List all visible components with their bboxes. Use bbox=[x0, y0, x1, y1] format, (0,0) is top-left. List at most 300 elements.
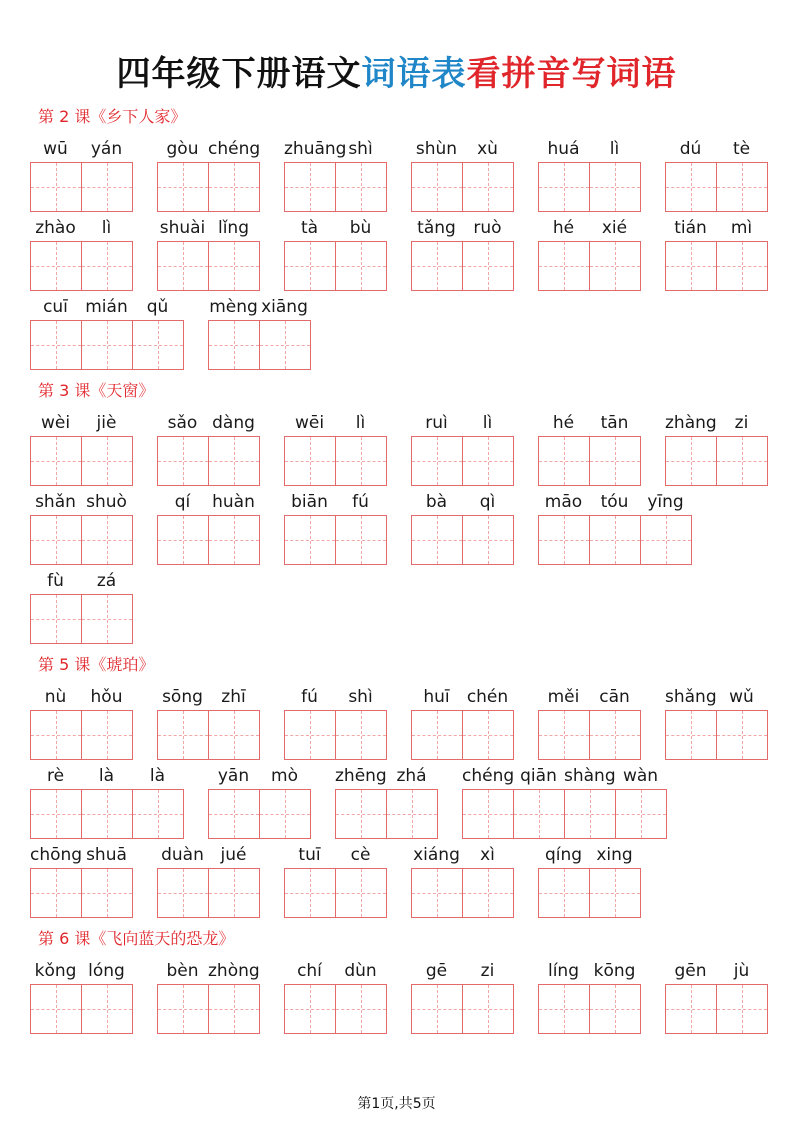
tianzige-cell[interactable] bbox=[412, 869, 463, 917]
writing-grid bbox=[284, 710, 387, 760]
writing-grid bbox=[157, 984, 260, 1034]
pinyin-syllable: cè bbox=[350, 845, 371, 865]
writing-grid bbox=[411, 515, 514, 565]
pinyin-syllable: mián bbox=[85, 297, 128, 317]
pinyin-syllable: yīng bbox=[647, 492, 684, 512]
pinyin-word bbox=[411, 685, 513, 709]
tianzige-cell[interactable] bbox=[285, 516, 336, 564]
tianzige-cell[interactable] bbox=[209, 985, 260, 1033]
pinyin-word bbox=[30, 137, 132, 161]
lesson-heading: 第 6 课《飞向蓝天的恐龙》 bbox=[38, 929, 235, 948]
tianzige-cell[interactable] bbox=[158, 516, 209, 564]
pinyin-word bbox=[157, 216, 259, 240]
pinyin-syllable: xing bbox=[596, 845, 633, 865]
writing-grid bbox=[30, 162, 133, 212]
pinyin-word bbox=[30, 685, 132, 709]
pinyin-word bbox=[284, 685, 386, 709]
tianzige-cell[interactable] bbox=[31, 242, 82, 290]
tianzige-cell[interactable] bbox=[209, 790, 260, 838]
pinyin-syllable: shuò bbox=[86, 492, 127, 512]
tianzige-cell[interactable] bbox=[463, 163, 514, 211]
writing-grid bbox=[157, 241, 260, 291]
tianzige-cell[interactable] bbox=[717, 437, 768, 485]
pinyin-syllable: xì bbox=[480, 845, 495, 865]
tianzige-cell[interactable] bbox=[82, 516, 133, 564]
tianzige-cell[interactable] bbox=[133, 790, 184, 838]
pinyin-syllable: wàn bbox=[622, 766, 659, 786]
writing-grid bbox=[538, 162, 641, 212]
tianzige-cell[interactable] bbox=[463, 790, 514, 838]
pinyin-word bbox=[30, 764, 183, 788]
pinyin-syllable: wèi bbox=[40, 413, 71, 433]
writing-grid bbox=[284, 162, 387, 212]
pinyin-word bbox=[538, 959, 640, 983]
pinyin-syllable: chí bbox=[297, 961, 322, 981]
writing-grid bbox=[284, 515, 387, 565]
writing-grid bbox=[411, 241, 514, 291]
writing-grid bbox=[157, 436, 260, 486]
tianzige-cell[interactable] bbox=[158, 437, 209, 485]
tianzige-cell[interactable] bbox=[463, 711, 514, 759]
tianzige-cell[interactable] bbox=[412, 516, 463, 564]
pinyin-syllable: zhàng bbox=[665, 413, 717, 433]
pinyin-syllable: māo bbox=[544, 492, 583, 512]
pinyin-word bbox=[411, 137, 513, 161]
pinyin-syllable: zhá bbox=[396, 766, 427, 786]
tianzige-cell[interactable] bbox=[590, 985, 641, 1033]
tianzige-cell[interactable] bbox=[336, 790, 387, 838]
tianzige-cell[interactable] bbox=[666, 163, 717, 211]
tianzige-cell[interactable] bbox=[82, 163, 133, 211]
writing-grid bbox=[284, 436, 387, 486]
tianzige-cell[interactable] bbox=[641, 516, 692, 564]
pinyin-word bbox=[284, 490, 386, 514]
writing-grid bbox=[30, 710, 133, 760]
title-part-wordlist: 词语表 bbox=[361, 54, 467, 94]
writing-grid bbox=[284, 868, 387, 918]
pinyin-word bbox=[665, 959, 767, 983]
tianzige-cell[interactable] bbox=[336, 711, 387, 759]
tianzige-cell[interactable] bbox=[565, 790, 616, 838]
tianzige-cell[interactable] bbox=[539, 985, 590, 1033]
tianzige-cell[interactable] bbox=[31, 516, 82, 564]
pinyin-syllable: lì bbox=[482, 413, 493, 433]
tianzige-cell[interactable] bbox=[463, 869, 514, 917]
tianzige-cell[interactable] bbox=[209, 869, 260, 917]
tianzige-cell[interactable] bbox=[717, 985, 768, 1033]
pinyin-word bbox=[30, 959, 132, 983]
pinyin-syllable: lì bbox=[609, 139, 620, 159]
tianzige-cell[interactable] bbox=[666, 711, 717, 759]
tianzige-cell[interactable] bbox=[666, 437, 717, 485]
tianzige-cell[interactable] bbox=[590, 711, 641, 759]
pinyin-syllable: cān bbox=[599, 687, 630, 707]
tianzige-cell[interactable] bbox=[539, 163, 590, 211]
lesson-heading: 第 2 课《乡下人家》 bbox=[38, 107, 187, 126]
writing-grid bbox=[411, 984, 514, 1034]
writing-grid bbox=[462, 789, 667, 839]
pinyin-syllable: yān bbox=[217, 766, 250, 786]
pinyin-syllable: gē bbox=[425, 961, 448, 981]
pinyin-syllable: lǐng bbox=[217, 218, 249, 238]
writing-grid bbox=[30, 594, 133, 644]
pinyin-word bbox=[538, 411, 640, 435]
pinyin-syllable: shì bbox=[348, 687, 373, 707]
tianzige-cell[interactable] bbox=[82, 869, 133, 917]
tianzige-cell[interactable] bbox=[285, 242, 336, 290]
writing-grid bbox=[157, 868, 260, 918]
writing-grid bbox=[665, 436, 768, 486]
pinyin-word bbox=[157, 490, 259, 514]
writing-grid bbox=[411, 162, 514, 212]
writing-grid bbox=[30, 241, 133, 291]
pinyin-syllable: bà bbox=[425, 492, 448, 512]
pinyin-syllable: qí bbox=[174, 492, 191, 512]
tianzige-cell[interactable] bbox=[82, 437, 133, 485]
pinyin-syllable: lóng bbox=[88, 961, 125, 981]
tianzige-cell[interactable] bbox=[158, 985, 209, 1033]
tianzige-cell[interactable] bbox=[717, 711, 768, 759]
pinyin-word bbox=[411, 411, 513, 435]
pinyin-syllable: tuī bbox=[298, 845, 321, 865]
tianzige-cell[interactable] bbox=[717, 242, 768, 290]
writing-grid bbox=[157, 515, 260, 565]
tianzige-cell[interactable] bbox=[82, 595, 133, 643]
lesson-heading: 第 3 课《天窗》 bbox=[38, 381, 155, 400]
tianzige-cell[interactable] bbox=[666, 985, 717, 1033]
tianzige-cell[interactable] bbox=[133, 321, 184, 369]
tianzige-cell[interactable] bbox=[336, 985, 387, 1033]
pinyin-word bbox=[538, 216, 640, 240]
tianzige-cell[interactable] bbox=[590, 163, 641, 211]
pinyin-word bbox=[335, 764, 437, 788]
writing-grid bbox=[538, 436, 641, 486]
tianzige-cell[interactable] bbox=[82, 790, 133, 838]
tianzige-cell[interactable] bbox=[590, 437, 641, 485]
tianzige-cell[interactable] bbox=[158, 711, 209, 759]
pinyin-syllable: měi bbox=[547, 687, 580, 707]
pinyin-word bbox=[665, 137, 767, 161]
tianzige-cell[interactable] bbox=[463, 242, 514, 290]
tianzige-cell[interactable] bbox=[590, 516, 641, 564]
pinyin-word bbox=[538, 137, 640, 161]
pinyin-syllable: tián bbox=[674, 218, 707, 238]
pinyin-syllable: huī bbox=[423, 687, 450, 707]
pinyin-word bbox=[157, 685, 259, 709]
pinyin-syllable: ruì bbox=[425, 413, 448, 433]
pinyin-syllable: líng bbox=[547, 961, 579, 981]
pinyin-word bbox=[284, 216, 386, 240]
tianzige-cell[interactable] bbox=[31, 595, 82, 643]
pinyin-syllable: wēi bbox=[294, 413, 325, 433]
pinyin-syllable: hé bbox=[552, 413, 575, 433]
pinyin-syllable: nù bbox=[44, 687, 67, 707]
tianzige-cell[interactable] bbox=[387, 790, 438, 838]
tianzige-cell[interactable] bbox=[336, 163, 387, 211]
pinyin-word bbox=[30, 843, 132, 867]
pinyin-word bbox=[411, 959, 513, 983]
tianzige-cell[interactable] bbox=[209, 437, 260, 485]
tianzige-cell[interactable] bbox=[412, 163, 463, 211]
writing-grid bbox=[30, 984, 133, 1034]
tianzige-cell[interactable] bbox=[82, 985, 133, 1033]
tianzige-cell[interactable] bbox=[209, 321, 260, 369]
pinyin-syllable: zhuāng bbox=[284, 139, 347, 159]
tianzige-cell[interactable] bbox=[209, 163, 260, 211]
pinyin-word bbox=[284, 137, 386, 161]
tianzige-cell[interactable] bbox=[336, 869, 387, 917]
pinyin-syllable: yán bbox=[90, 139, 123, 159]
tianzige-cell[interactable] bbox=[539, 869, 590, 917]
pinyin-syllable: tè bbox=[732, 139, 751, 159]
pinyin-syllable: chén bbox=[466, 687, 509, 707]
tianzige-cell[interactable] bbox=[158, 163, 209, 211]
tianzige-cell[interactable] bbox=[539, 242, 590, 290]
pinyin-syllable: shuài bbox=[159, 218, 206, 238]
pinyin-syllable: zi bbox=[734, 413, 749, 433]
writing-grid bbox=[30, 868, 133, 918]
pinyin-word bbox=[411, 216, 513, 240]
pinyin-word bbox=[538, 490, 691, 514]
pinyin-word bbox=[665, 411, 767, 435]
pinyin-word bbox=[665, 685, 767, 709]
pinyin-word bbox=[665, 216, 767, 240]
tianzige-cell[interactable] bbox=[412, 711, 463, 759]
tianzige-cell[interactable] bbox=[514, 790, 565, 838]
pinyin-syllable: bù bbox=[349, 218, 372, 238]
pinyin-word bbox=[30, 411, 132, 435]
writing-grid bbox=[665, 162, 768, 212]
writing-grid bbox=[284, 241, 387, 291]
pinyin-syllable: shùn bbox=[415, 139, 458, 159]
writing-grid bbox=[157, 162, 260, 212]
pinyin-syllable: fù bbox=[47, 571, 64, 591]
tianzige-cell[interactable] bbox=[336, 516, 387, 564]
title-part-instruction: 看拼音写词语 bbox=[466, 54, 677, 94]
pinyin-syllable: lì bbox=[101, 218, 112, 238]
writing-grid bbox=[335, 789, 438, 839]
pinyin-syllable: wǔ bbox=[729, 687, 754, 707]
tianzige-cell[interactable] bbox=[285, 163, 336, 211]
pinyin-syllable: hé bbox=[552, 218, 575, 238]
pinyin-syllable: xù bbox=[477, 139, 498, 159]
pinyin-syllable: dùn bbox=[344, 961, 377, 981]
pinyin-syllable: là bbox=[98, 766, 115, 786]
writing-grid bbox=[665, 710, 768, 760]
pinyin-syllable: dú bbox=[679, 139, 702, 159]
pinyin-syllable: mò bbox=[271, 766, 298, 786]
tianzige-cell[interactable] bbox=[285, 437, 336, 485]
pinyin-syllable: zhòng bbox=[208, 961, 260, 981]
tianzige-cell[interactable] bbox=[412, 437, 463, 485]
pinyin-syllable: xié bbox=[601, 218, 628, 238]
pinyin-syllable: qì bbox=[479, 492, 496, 512]
writing-grid bbox=[538, 241, 641, 291]
writing-grid bbox=[208, 320, 311, 370]
writing-grid bbox=[30, 515, 133, 565]
writing-grid bbox=[411, 868, 514, 918]
pinyin-syllable: kōng bbox=[593, 961, 636, 981]
pinyin-syllable: gēn bbox=[674, 961, 707, 981]
pinyin-word bbox=[462, 764, 666, 788]
pinyin-syllable: huàn bbox=[212, 492, 255, 512]
pinyin-syllable: qǔ bbox=[146, 297, 169, 317]
pinyin-syllable: huá bbox=[547, 139, 580, 159]
pinyin-syllable: shǎn bbox=[35, 492, 76, 512]
pinyin-word bbox=[284, 959, 386, 983]
lesson-heading: 第 5 课《琥珀》 bbox=[38, 655, 155, 674]
pinyin-syllable: tǎng bbox=[417, 218, 456, 238]
tianzige-cell[interactable] bbox=[158, 869, 209, 917]
pinyin-syllable: mèng bbox=[209, 297, 258, 317]
tianzige-cell[interactable] bbox=[209, 516, 260, 564]
tianzige-cell[interactable] bbox=[539, 516, 590, 564]
pinyin-word bbox=[30, 569, 132, 593]
writing-grid bbox=[665, 241, 768, 291]
tianzige-cell[interactable] bbox=[336, 242, 387, 290]
writing-grid bbox=[538, 515, 692, 565]
pinyin-syllable: xiáng bbox=[413, 845, 460, 865]
writing-grid bbox=[665, 984, 768, 1034]
pinyin-word bbox=[538, 685, 640, 709]
pinyin-syllable: chéng bbox=[208, 139, 261, 159]
pinyin-syllable: shàng bbox=[564, 766, 616, 786]
pinyin-syllable: bèn bbox=[166, 961, 199, 981]
pinyin-syllable: kǒng bbox=[34, 961, 77, 981]
tianzige-cell[interactable] bbox=[285, 711, 336, 759]
writing-grid bbox=[538, 868, 641, 918]
pinyin-syllable: mì bbox=[730, 218, 753, 238]
pinyin-word bbox=[538, 843, 640, 867]
tianzige-cell[interactable] bbox=[463, 516, 514, 564]
tianzige-cell[interactable] bbox=[412, 242, 463, 290]
pinyin-syllable: zhào bbox=[35, 218, 76, 238]
pinyin-syllable: fú bbox=[301, 687, 318, 707]
pinyin-syllable: tóu bbox=[600, 492, 629, 512]
pinyin-syllable: hǒu bbox=[90, 687, 123, 707]
tianzige-cell[interactable] bbox=[539, 711, 590, 759]
tianzige-cell[interactable] bbox=[285, 985, 336, 1033]
writing-grid bbox=[30, 320, 184, 370]
tianzige-cell[interactable] bbox=[31, 790, 82, 838]
pinyin-syllable: là bbox=[149, 766, 166, 786]
page-title bbox=[0, 48, 793, 100]
pinyin-word bbox=[157, 843, 259, 867]
tianzige-cell[interactable] bbox=[31, 321, 82, 369]
pinyin-syllable: sōng bbox=[162, 687, 203, 707]
page-footer: 第1页,共5页 bbox=[357, 1096, 436, 1112]
pinyin-syllable: tān bbox=[600, 413, 629, 433]
tianzige-cell[interactable] bbox=[260, 790, 311, 838]
pinyin-word bbox=[284, 843, 386, 867]
pinyin-syllable: fú bbox=[352, 492, 369, 512]
tianzige-cell[interactable] bbox=[463, 437, 514, 485]
pinyin-syllable: ruò bbox=[473, 218, 502, 238]
tianzige-cell[interactable] bbox=[412, 985, 463, 1033]
pinyin-syllable: cuī bbox=[43, 297, 68, 317]
writing-grid bbox=[284, 984, 387, 1034]
pinyin-syllable: zhī bbox=[221, 687, 246, 707]
pinyin-syllable: shuā bbox=[86, 845, 127, 865]
tianzige-cell[interactable] bbox=[717, 163, 768, 211]
tianzige-cell[interactable] bbox=[463, 985, 514, 1033]
writing-grid bbox=[208, 789, 311, 839]
tianzige-cell[interactable] bbox=[158, 242, 209, 290]
tianzige-cell[interactable] bbox=[82, 711, 133, 759]
pinyin-word bbox=[157, 959, 259, 983]
tianzige-cell[interactable] bbox=[590, 869, 641, 917]
pinyin-word bbox=[411, 490, 513, 514]
tianzige-cell[interactable] bbox=[590, 242, 641, 290]
tianzige-cell[interactable] bbox=[285, 869, 336, 917]
pinyin-word bbox=[208, 295, 310, 319]
writing-grid bbox=[30, 436, 133, 486]
tianzige-cell[interactable] bbox=[31, 711, 82, 759]
writing-grid bbox=[538, 710, 641, 760]
pinyin-word bbox=[157, 137, 259, 161]
pinyin-word bbox=[157, 411, 259, 435]
pinyin-syllable: dàng bbox=[212, 413, 255, 433]
tianzige-cell[interactable] bbox=[31, 163, 82, 211]
writing-grid bbox=[157, 710, 260, 760]
tianzige-cell[interactable] bbox=[31, 437, 82, 485]
pinyin-syllable: xiāng bbox=[261, 297, 308, 317]
pinyin-syllable: shì bbox=[348, 139, 373, 159]
writing-grid bbox=[30, 789, 184, 839]
pinyin-syllable: wū bbox=[43, 139, 68, 159]
pinyin-syllable: qiān bbox=[520, 766, 557, 786]
tianzige-cell[interactable] bbox=[31, 869, 82, 917]
tianzige-cell[interactable] bbox=[616, 790, 667, 838]
pinyin-syllable: rè bbox=[46, 766, 65, 786]
pinyin-word bbox=[30, 216, 132, 240]
tianzige-cell[interactable] bbox=[82, 242, 133, 290]
writing-grid bbox=[538, 984, 641, 1034]
pinyin-syllable: chōng bbox=[30, 845, 83, 865]
pinyin-word bbox=[284, 411, 386, 435]
tianzige-cell[interactable] bbox=[666, 242, 717, 290]
pinyin-syllable: lì bbox=[355, 413, 366, 433]
pinyin-syllable: zhēng bbox=[335, 766, 387, 786]
writing-grid bbox=[411, 436, 514, 486]
pinyin-syllable: jù bbox=[733, 961, 750, 981]
tianzige-cell[interactable] bbox=[260, 321, 311, 369]
writing-grid bbox=[411, 710, 514, 760]
pinyin-syllable: biān bbox=[291, 492, 328, 512]
tianzige-cell[interactable] bbox=[209, 242, 260, 290]
pinyin-syllable: qíng bbox=[544, 845, 583, 865]
tianzige-cell[interactable] bbox=[209, 711, 260, 759]
pinyin-syllable: sǎo bbox=[167, 413, 198, 433]
pinyin-word bbox=[208, 764, 310, 788]
pinyin-syllable: jué bbox=[220, 845, 247, 865]
pinyin-syllable: tà bbox=[300, 218, 319, 238]
pinyin-syllable: chéng bbox=[462, 766, 515, 786]
pinyin-syllable: gòu bbox=[166, 139, 199, 159]
title-part-grade: 四年级下册语文 bbox=[116, 54, 362, 94]
pinyin-syllable: duàn bbox=[161, 845, 204, 865]
tianzige-cell[interactable] bbox=[82, 321, 133, 369]
pinyin-syllable: zá bbox=[96, 571, 117, 591]
pinyin-word bbox=[30, 295, 183, 319]
pinyin-word bbox=[411, 843, 513, 867]
pinyin-syllable: jiè bbox=[96, 413, 117, 433]
tianzige-cell[interactable] bbox=[31, 985, 82, 1033]
pinyin-word bbox=[30, 490, 132, 514]
pinyin-syllable: shǎng bbox=[665, 687, 717, 707]
tianzige-cell[interactable] bbox=[336, 437, 387, 485]
tianzige-cell[interactable] bbox=[539, 437, 590, 485]
